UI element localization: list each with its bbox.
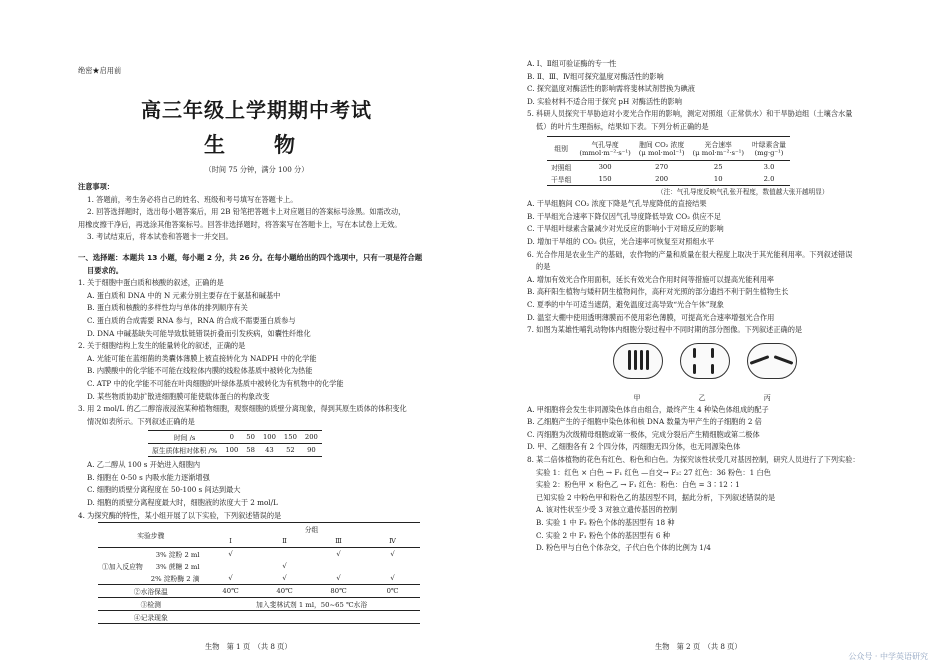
q4-detect: ③检测 xyxy=(140,601,161,610)
notes-heading: 注意事项： xyxy=(78,182,114,191)
q4-temp: 0℃ xyxy=(386,587,399,596)
q5-cell: 300 xyxy=(598,162,612,171)
q8-line: 实验 2：粉色甲 × 粉色乙 → F₁ 红色：粉色：白色 = 3∶12∶1 xyxy=(536,480,740,490)
cell-diagram-icon xyxy=(747,343,797,379)
q5-stem-cont: 低）的叶片生理指标，结果如下表。下列分析正确的是 xyxy=(536,121,709,131)
q5-cell: 干旱组 xyxy=(551,175,572,184)
note-line: 3. 考试结束后，将本试卷和答题卡一并交回。 xyxy=(87,232,233,242)
q5-option: A. 干旱组胞间 CO₂ 浓度下降是气孔导度降低的直接结果 xyxy=(527,199,707,209)
figure-label: 乙 xyxy=(698,393,706,402)
q4-h-group: 分组 xyxy=(304,526,319,535)
q4-stem: 4. 为探究酶的特性，某小组开展了以下实验，下列叙述错误的是 xyxy=(78,510,282,520)
q3-option: B. 细胞在 0-50 s 内吸水能力逐渐增强 xyxy=(87,472,210,482)
q2-option: B. 内膜酸中的化学能不可能在线粒体内膜的线粒体基质中被转化为热能 xyxy=(87,366,313,376)
q4-reactant: 2% 淀粉酶 2 滴 xyxy=(150,575,200,584)
q4-group: Ⅲ xyxy=(335,537,342,546)
q4-table xyxy=(98,522,420,624)
q4-check xyxy=(258,548,312,561)
q4-reactant: 3% 蔗糖 2 ml xyxy=(155,563,200,572)
q3-stem: 3. 用 2 mol/L 的乙二醇溶液浸泡某种植物细胞，观察细胞的质壁分离现象，得到其原生质体的体积变化 xyxy=(78,404,407,414)
q1-stem: 1. 关于细胞中蛋白质和核酸的叙述，正确的是 xyxy=(78,278,224,288)
exam-subject: 生 物 xyxy=(204,132,309,157)
q3-table xyxy=(148,430,322,457)
q5-h: 叶绿素含量 (mg·g⁻¹) xyxy=(752,141,786,158)
q5-note: （注：气孔导度反映气孔张开程度，数值越大张开越明显） xyxy=(657,187,829,196)
q6-option: C. 夏季的中午可适当遮荫，避免温度过高导致“光合午休”现象 xyxy=(527,299,724,309)
q4-add-label: ①加入反应物 xyxy=(102,563,143,572)
q4-detect-text: 加入斐林试剂 1 ml，50~65 ℃水浴 xyxy=(255,601,368,610)
q4-option: D. 实验材料不适合用于探究 pH 对酶活性的影响 xyxy=(527,96,682,106)
q1-option: C. 蛋白质的合成需要 RNA 参与，RNA 的合成不需要蛋白质参与 xyxy=(87,315,296,325)
watermark: 公众号 · 中学英语研究 xyxy=(848,652,928,661)
q4-group: Ⅰ xyxy=(229,537,232,546)
q5-cell: 25 xyxy=(713,162,723,171)
q4-temp: 40℃ xyxy=(276,587,293,596)
q4-check: √ xyxy=(336,574,341,583)
q3-cell: 0 xyxy=(229,433,234,442)
q3-row-label: 原生质体相对体积 /% xyxy=(152,447,218,456)
q2-option: C. ATP 中的化学能不可能在叶肉细胞的叶绿体基质中被转化为有机物中的化学能 xyxy=(87,378,344,388)
q8-line: 实验 1：红色 × 白色 → F₁ 红色 —自交→ F₂: 27 红色：36 粉色：1 白色 xyxy=(536,467,771,477)
q3-row-label: 时间 /s xyxy=(173,434,196,443)
q4-temp: 80℃ xyxy=(330,587,347,596)
exam-meta: （时间 75 分钟，满分 100 分） xyxy=(204,165,309,174)
q3-option: D. 细胞的质壁分离程度最大时，细胞液的浓度大于 2 mol/L xyxy=(87,498,278,508)
q4-check: √ xyxy=(228,550,233,559)
q4-option: C. 探究温度对酶活性的影响需将斐林试剂替换为碘液 xyxy=(527,84,695,94)
q4-check: √ xyxy=(282,574,287,583)
q7-option: B. 乙细胞产生的子细胞中染色体和核 DNA 数量为甲产生的子细胞的 2 倍 xyxy=(527,417,762,427)
q8-option: A. 该对性状至少受 3 对独立遗传基因的控制 xyxy=(536,505,678,515)
q4-check: √ xyxy=(282,562,287,571)
q1-option: A. 蛋白质和 DNA 中的 N 元素分别主要存在于氨基和碱基中 xyxy=(87,290,281,300)
q5-table xyxy=(547,136,790,186)
q4-check: √ xyxy=(390,574,395,583)
q4-reactant: 3% 淀粉 2 ml xyxy=(155,551,200,560)
q5-cell: 200 xyxy=(655,174,669,183)
cell-diagram-icon xyxy=(680,343,730,379)
q3-cell: 90 xyxy=(307,446,316,455)
q1-option: D. DNA 中碱基缺失可能导致肽链错误折叠而引发疾病，如囊性纤维化 xyxy=(87,328,311,338)
q3-cell: 43 xyxy=(265,446,274,455)
q5-option: C. 干旱组叶绿素含量减少对光反应的影响小于对暗反应的影响 xyxy=(527,224,724,234)
q5-cell: 2.0 xyxy=(763,174,775,183)
q3-cell: 150 xyxy=(283,433,297,442)
q6-option: B. 高秆阳生植物与矮秆阴生植物间作，高秆对光照的部分遗挡不利于阴生植物生长 xyxy=(527,287,789,297)
q6-stem-cont: 的是 xyxy=(536,262,551,272)
cell-diagram-icon xyxy=(613,343,663,379)
q3-cell: 52 xyxy=(286,446,295,455)
q4-option: B. Ⅱ、Ⅲ、Ⅳ组可探究温度对酶活性的影响 xyxy=(527,71,664,81)
q3-cell: 58 xyxy=(246,446,255,455)
q5-cell: 270 xyxy=(655,162,669,171)
q3-option: C. 细胞的质壁分离程度在 50-100 s 间达到最大 xyxy=(87,485,241,495)
q7-figure xyxy=(527,337,910,404)
q5-h: 胞间 CO₂ 浓度 (μ mol·mol⁻¹) xyxy=(638,141,685,158)
q4-record: ④记录现象 xyxy=(133,614,168,623)
page-footer: 生物 第 1 页 （共 8 页） xyxy=(205,642,292,651)
q3-stem-cont: 情况如表所示。下列叙述正确的是 xyxy=(87,416,195,426)
q7-stem: 7. 如图为某雄性哺乳动物体内细胞分裂过程中不同时期的部分图像。下列叙述正确的是 xyxy=(527,325,803,335)
q4-option: A. Ⅰ、Ⅱ组可验证酶的专一性 xyxy=(527,59,617,68)
q6-stem: 6. 光合作用是农业生产的基础，农作物的产量和质量在很大程度上取决于其光能利用率。下列叙述错误 xyxy=(527,249,853,259)
q4-check xyxy=(312,560,366,572)
q8-option: B. 实验 1 中 F₂ 粉色个体的基因型有 18 种 xyxy=(536,518,675,528)
q3-option: A. 乙二醇从 100 s 开始进入细胞内 xyxy=(87,460,201,470)
q8-line: 已知实验 2 中粉色甲和粉色乙的基因型不同，据此分析，下列叙述错误的是 xyxy=(536,492,776,502)
q4-check xyxy=(204,560,258,572)
q1-option: B. 蛋白质和核酸的多样性均与单体的排列顺序有关 xyxy=(87,303,248,313)
q4-check xyxy=(366,560,420,572)
q4-check: √ xyxy=(390,550,395,559)
q7-option: D. 甲、乙细胞各有 2 个四分体，丙细胞无四分体，也无同源染色体 xyxy=(527,442,741,452)
q5-cell: 3.0 xyxy=(763,162,775,171)
q8-stem: 8. 某二倍体植物的花色有红色、粉色和白色。为探究该性状受几对基因控制，研究人员进行了下列实验： xyxy=(527,455,860,465)
note-line: 2. 回答选择题时，选出每小题答案后，用 2B 铅笔把答题卡上对应题目的答案标号涂黑。如需改动， xyxy=(87,207,406,217)
note-line: 用橡皮擦干净后，再选涂其他答案标号。回答非选择题时，将答案写在答题卡上，写在本试卷上无效。 xyxy=(78,219,402,229)
q5-option: D. 增加干旱组的 CO₂ 供应，光合速率可恢复至对照组水平 xyxy=(527,236,715,246)
q5-cell: 对照组 xyxy=(551,163,572,172)
q5-option: B. 干旱组光合速率下降仅因气孔导度降低导致 CO₂ 供应不足 xyxy=(527,211,722,221)
q4-check: √ xyxy=(228,574,233,583)
q2-stem: 2. 关于细胞结构上发生的能量转化的叙述，正确的是 xyxy=(78,341,246,351)
exam-title: 高三年级上学期期中考试 xyxy=(141,98,372,122)
q6-option: A. 增加有效光合作用面积，延长有效光合作用时间等措施可以提高光能利用率 xyxy=(527,274,774,284)
q3-cell: 100 xyxy=(225,446,239,455)
q5-h: 组别 xyxy=(554,145,568,154)
q4-check: √ xyxy=(336,550,341,559)
q2-option: A. 光能可能在蓝细菌的类囊体薄膜上被直接转化为 NADPH 中的化学能 xyxy=(87,353,317,363)
confidential-mark: 绝密★启用前 xyxy=(78,66,122,75)
q4-group: Ⅳ xyxy=(389,537,396,546)
section-heading: 一、选择题：本题共 13 小题，每小题 2 分，共 26 分。在每小题给出的四个选项中，只有一项是符合题 xyxy=(78,252,423,262)
q4-temp: 40℃ xyxy=(222,587,239,596)
q2-option: D. 某些物质协助扩散进细胞膜可能使载体蛋白的构象改变 xyxy=(87,391,270,401)
q7-option: A. 甲细胞将会发生非同源染色体自由组合，最终产生 4 种染色体组成的配子 xyxy=(527,404,769,414)
q3-cell: 50 xyxy=(246,433,255,442)
section-heading-cont: 目要求的。 xyxy=(87,265,123,275)
q4-h-step: 实验步骤 xyxy=(137,532,165,541)
q6-option: D. 温室大棚中使用透明薄膜而不使用彩色薄膜，可提高光合速率增强光合作用 xyxy=(527,312,775,322)
q8-option: D. 粉色甲与白色个体杂交，子代白色个体的比例为 1/4 xyxy=(536,543,711,553)
figure-label: 丙 xyxy=(763,393,771,402)
q7-option: C. 丙细胞为次级精母细胞或第一极体，完成分裂后产生精细胞或第二极体 xyxy=(527,429,760,439)
q3-cell: 200 xyxy=(304,433,318,442)
q4-group: Ⅱ xyxy=(282,537,287,546)
q5-cell: 10 xyxy=(713,174,723,183)
q5-h: 光合速率 (μ mol·m⁻²·s⁻¹) xyxy=(692,141,744,158)
page-footer: 生物 第 2 页 （共 8 页） xyxy=(655,642,742,651)
q4-water: ②水浴保温 xyxy=(133,588,168,597)
q5-cell: 150 xyxy=(598,174,612,183)
q3-cell: 100 xyxy=(262,433,276,442)
q5-h: 气孔导度 (mmol·m⁻²·s⁻¹) xyxy=(579,141,631,158)
page-2 xyxy=(475,0,950,672)
q8-option: C. 实验 2 中 F₁ 粉色个体的基因型有 6 种 xyxy=(536,530,670,540)
note-line: 1. 答题前，考生务必将自己的姓名、班级和考号填写在答题卡上。 xyxy=(87,194,298,204)
figure-label: 甲 xyxy=(633,393,641,402)
q5-stem: 5. 科研人员探究干旱胁迫对小麦光合作用的影响，测定对照组（正常供水）和干旱胁迫组（土壤含水量 xyxy=(527,109,853,119)
